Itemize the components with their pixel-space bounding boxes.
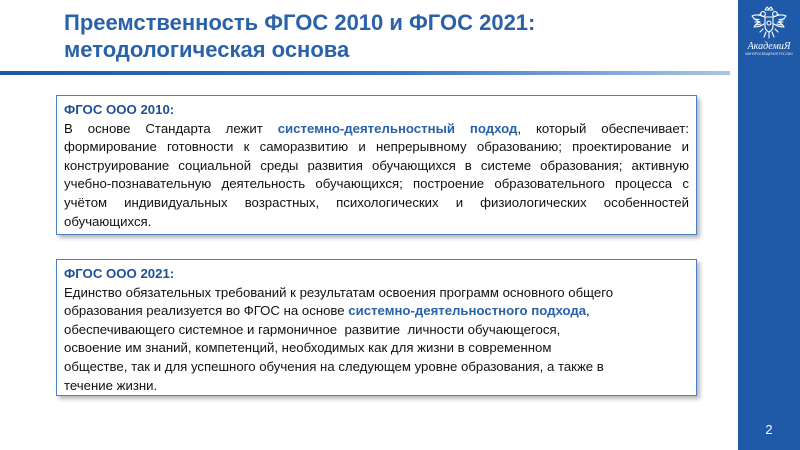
fgos-2021-line-5: обществе, так и для успешного обучения на следующем уровне образования, а также в xyxy=(64,358,604,374)
fgos-2021-card xyxy=(56,259,697,396)
fgos-2010-card xyxy=(56,95,697,235)
academy-logo xyxy=(738,6,800,76)
slide-title-line-2: методологическая основа xyxy=(64,37,350,62)
logo-name: АкадемиЯ xyxy=(747,41,791,52)
fgos-2010-text-body: , который обеспечивает: формирование готовности к саморазвитию и непрерывному образованию; проектирование и конструирование социальной среды развития обучающихся в системе образования; активную учебно-познавательную деятельность обучающихся; построение образовательного процесса с учётом индивидуальных возрастных, психологических и физиологических особенностей обучающихся. xyxy=(64,120,689,229)
slide-title xyxy=(64,9,704,63)
side-panel xyxy=(738,0,800,450)
fgos-2021-line-2 xyxy=(64,302,689,321)
fgos-2021-heading: ФГОС ООО 2021: xyxy=(64,266,175,281)
fgos-2010-heading: ФГОС ООО 2010: xyxy=(64,102,175,117)
fgos-2021-line-2-end: , xyxy=(586,303,590,319)
fgos-2010-text-intro: В основе Стандарта лежит xyxy=(64,120,278,136)
fgos-2010-approach-highlight: системно-деятельностный подход xyxy=(277,120,518,136)
slide-title-line-1: Преемственность ФГОС 2010 и ФГОС 2021: xyxy=(64,10,536,35)
fgos-2021-approach-highlight: системно-деятельностного подхода xyxy=(348,303,587,319)
double-headed-eagle-icon xyxy=(750,6,788,40)
fgos-2021-line-2-text: образования реализуется во ФГОС на основе xyxy=(64,303,349,319)
logo-subtitle: МИНПРОСВЕЩЕНИЯ РОССИИ xyxy=(745,52,793,56)
fgos-2021-line-6: течение жизни. xyxy=(64,377,158,393)
fgos-2021-line-4: освоение им знаний, компетенций, необходимых как для жизни в современном xyxy=(64,340,552,356)
fgos-2021-line-3: обеспечивающего системное и гармоничное развитие личности обучающегося, xyxy=(64,321,561,337)
title-underline xyxy=(0,71,730,75)
page-number: 2 xyxy=(765,422,773,437)
fgos-2021-line-1: Единство обязательных требований к результатам освоения программ основного общего xyxy=(64,284,614,300)
